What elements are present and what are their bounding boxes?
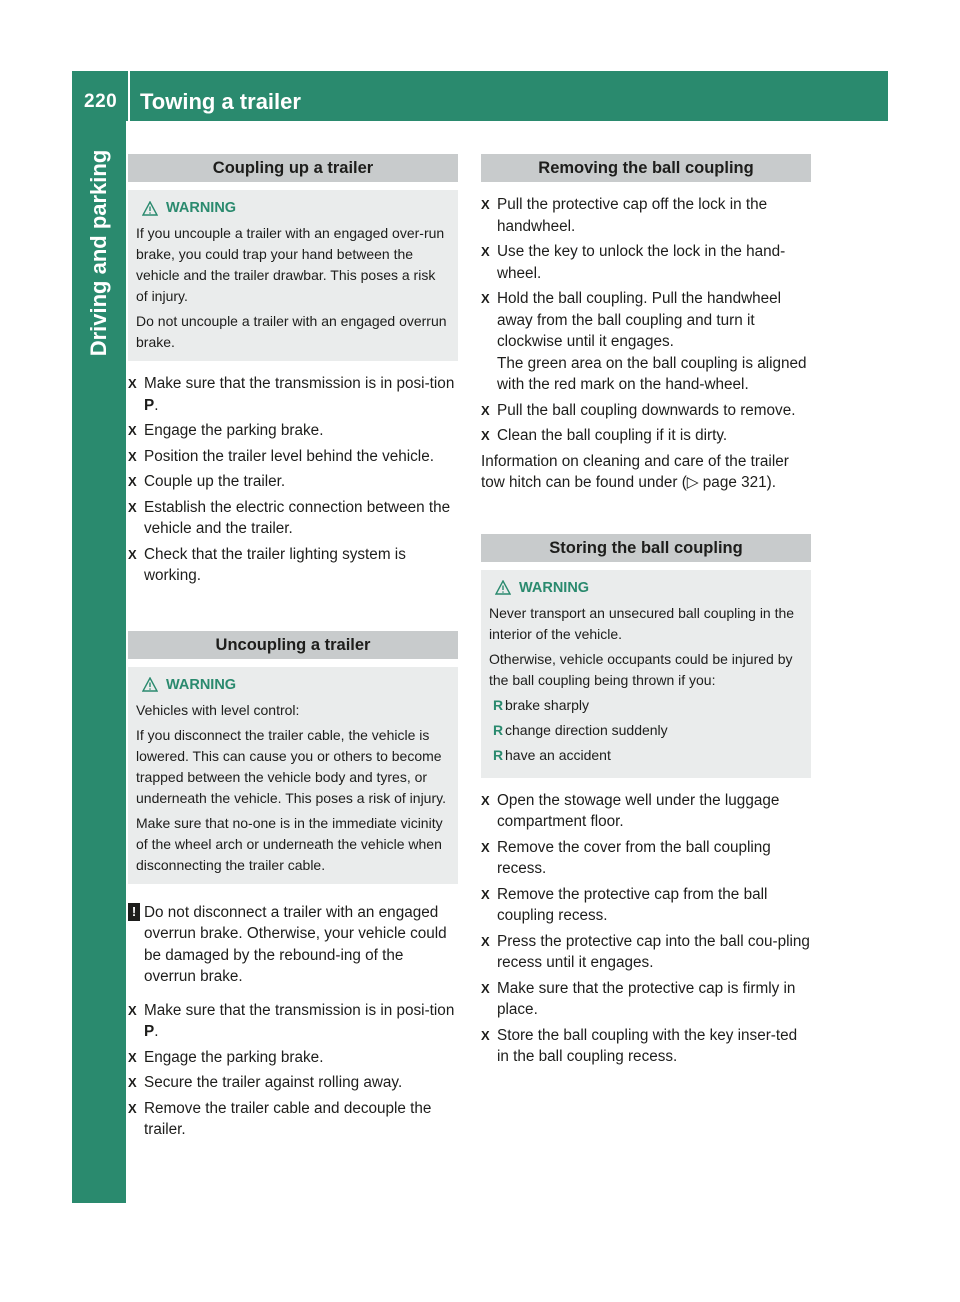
step-text: Couple up the trailer. (144, 473, 286, 490)
section-heading-removing: Removing the ball coupling (481, 154, 811, 182)
step-item (128, 1047, 458, 1069)
step-list (481, 790, 811, 1068)
step-text: Check that the trailer lighting system is working. (144, 545, 406, 584)
warning-title (136, 675, 450, 696)
step-text: Open the stowage well under the luggage compartment floor. (497, 791, 780, 830)
step-text: Clean the ball coupling if it is dirty. (497, 427, 728, 444)
step-text: Hold the ball coupling. Pull the handwheel away from the ball coupling and turn it clockwise until it engages. (497, 290, 782, 350)
side-tab-label: Driving and parking (86, 149, 111, 357)
warning-box (128, 667, 458, 884)
warning-text: Never transport an unsecured ball coupling in the interior of the vehicle. (489, 604, 795, 642)
bullet-icon: R (493, 746, 504, 763)
bullet-icon: R (493, 696, 504, 713)
step-text: Engage the parking brake. (144, 1048, 324, 1066)
step-arrow-icon: X (481, 839, 490, 855)
step-arrow-icon: X (128, 1049, 137, 1065)
warning-triangle-icon (142, 677, 158, 693)
step-item (481, 425, 811, 447)
step-arrow-icon: X (481, 1027, 490, 1043)
warning-title (136, 198, 450, 219)
step-item (481, 837, 811, 880)
step-arrow-icon: X (481, 428, 490, 443)
step-text: Press the protective cap into the ball cou-pling recess until it engages. (497, 932, 810, 971)
step-arrow-icon: X (481, 244, 490, 259)
step-arrow-icon: X (128, 474, 137, 489)
step-item (128, 420, 458, 442)
step-arrow-icon: X (481, 197, 490, 212)
step-arrow-icon: X (128, 546, 137, 562)
warning-text: If you disconnect the trailer cable, the vehicle is lowered. This can cause you or others to become trapped between the vehicle body and tyres, or underneath the vehicle. This poses a risk of injury. (136, 726, 446, 806)
warning-text: Do not uncouple a trailer with an engaged overrun brake. (136, 313, 447, 350)
step-item (481, 400, 811, 422)
right-column (481, 154, 811, 1072)
warning-label: WARNING (166, 676, 237, 693)
step-tail: . (154, 1023, 159, 1040)
page-number: 220 (84, 91, 118, 112)
warning-triangle-icon (495, 580, 511, 596)
step-text: Remove the protective cap from the ball coupling recess. (497, 885, 768, 924)
step-item (128, 1000, 458, 1043)
step-item (481, 931, 811, 974)
step-item (481, 194, 811, 237)
warning-label: WARNING (166, 200, 237, 216)
step-item (128, 373, 458, 416)
header-divider (128, 71, 130, 121)
step-arrow-icon: X (481, 933, 490, 949)
step-text: Pull the protective cap off the lock in the handwheel. (497, 196, 768, 235)
step-item (481, 288, 811, 396)
step-arrow-icon: X (128, 423, 137, 438)
notice-text: Do not disconnect a trailer with an engaged overrun brake. Otherwise, your vehicle could be damaged by the rebound-ing of the overrun brake. (144, 903, 447, 985)
step-item (128, 1072, 458, 1094)
step-item (128, 544, 458, 587)
step-item (481, 1025, 811, 1068)
step-text: Pull the ball coupling downwards to remove. (497, 401, 796, 419)
warning-bullet (489, 720, 803, 741)
warning-text: Otherwise, vehicle occupants could be injured by the ball coupling being thrown if you: (489, 650, 793, 688)
step-item (128, 497, 458, 540)
step-text: Remove the trailer cable and decouple the trailer. (144, 1099, 432, 1138)
warning-label: WARNING (519, 579, 590, 596)
step-item (128, 1098, 458, 1141)
step-text: Remove the cover from the ball coupling recess. (497, 838, 771, 877)
step-note: The green area on the ball coupling is aligned with the red mark on the hand-wheel. (497, 354, 807, 393)
warning-bullet (489, 695, 803, 716)
step-arrow-icon: X (128, 499, 137, 515)
gear-label: P (144, 1023, 155, 1040)
step-arrow-icon: X (481, 402, 490, 418)
step-arrow-icon: X (128, 376, 137, 391)
bullet-text: have an accident (505, 746, 611, 763)
step-list (128, 1000, 458, 1141)
step-arrow-icon: X (128, 448, 137, 464)
step-tail: . (154, 396, 159, 414)
section-heading-uncoupling: Uncoupling a trailer (128, 631, 458, 659)
chapter-title: Towing a trailer (140, 89, 301, 114)
step-arrow-icon: X (481, 291, 490, 306)
warning-box (128, 190, 458, 361)
step-arrow-icon: X (481, 980, 490, 996)
step-text: Make sure that the transmission is in posi-tion (144, 375, 455, 392)
step-item (128, 471, 458, 493)
warning-text: If you uncouple a trailer with an engaged over-run brake, you could trap your hand between the vehicle and the trailer drawbar. This poses a risk of injury. (136, 225, 445, 304)
gear-label: P (144, 396, 155, 414)
step-text: Make sure that the transmission is in posi-tion (144, 1001, 455, 1019)
warning-bullet-list (489, 695, 803, 766)
warning-text: Vehicles with level control: (136, 701, 300, 718)
warning-text: Make sure that no-one is in the immediate vicinity of the wheel arch or underneath the vehicle when disconnecting the trailer cable. (136, 814, 443, 873)
step-text: Position the trailer level behind the vehicle. (144, 447, 434, 465)
section-heading-coupling: Coupling up a trailer (128, 154, 458, 182)
step-item (128, 446, 458, 468)
exclamation-icon: ! (128, 903, 140, 921)
step-text: Secure the trailer against rolling away. (144, 1074, 403, 1091)
step-arrow-icon: X (481, 792, 490, 808)
step-item (481, 241, 811, 284)
section-heading-storing: Storing the ball coupling (481, 534, 811, 562)
step-item (481, 884, 811, 927)
step-text: Use the key to unlock the lock in the hand-wheel. (497, 243, 786, 282)
step-list (481, 194, 811, 447)
step-text: Engage the parking brake. (144, 422, 324, 439)
warning-title (489, 578, 803, 599)
warning-bullet (489, 745, 803, 766)
step-arrow-icon: X (481, 886, 490, 902)
step-text: Establish the electric connection between the vehicle and the trailer. (144, 498, 451, 537)
notice-block (128, 902, 458, 988)
bullet-icon: R (493, 721, 504, 738)
warning-box (481, 570, 811, 778)
step-item (481, 790, 811, 833)
step-item (481, 978, 811, 1021)
step-list (128, 373, 458, 587)
step-arrow-icon: X (128, 1100, 137, 1116)
left-column (128, 154, 458, 1145)
step-text: Store the ball coupling with the key inser-ted in the ball coupling recess. (497, 1026, 798, 1065)
step-text: Make sure that the protective cap is firmly in place. (497, 979, 796, 1018)
bullet-text: brake sharply (505, 696, 590, 713)
step-arrow-icon: X (128, 1002, 137, 1018)
step-arrow-icon: X (128, 1075, 137, 1090)
bullet-text: change direction suddenly (505, 721, 668, 738)
info-text: Information on cleaning and care of the trailer tow hitch can be found under (▷ page 321). (481, 452, 789, 491)
warning-triangle-icon (142, 201, 158, 217)
